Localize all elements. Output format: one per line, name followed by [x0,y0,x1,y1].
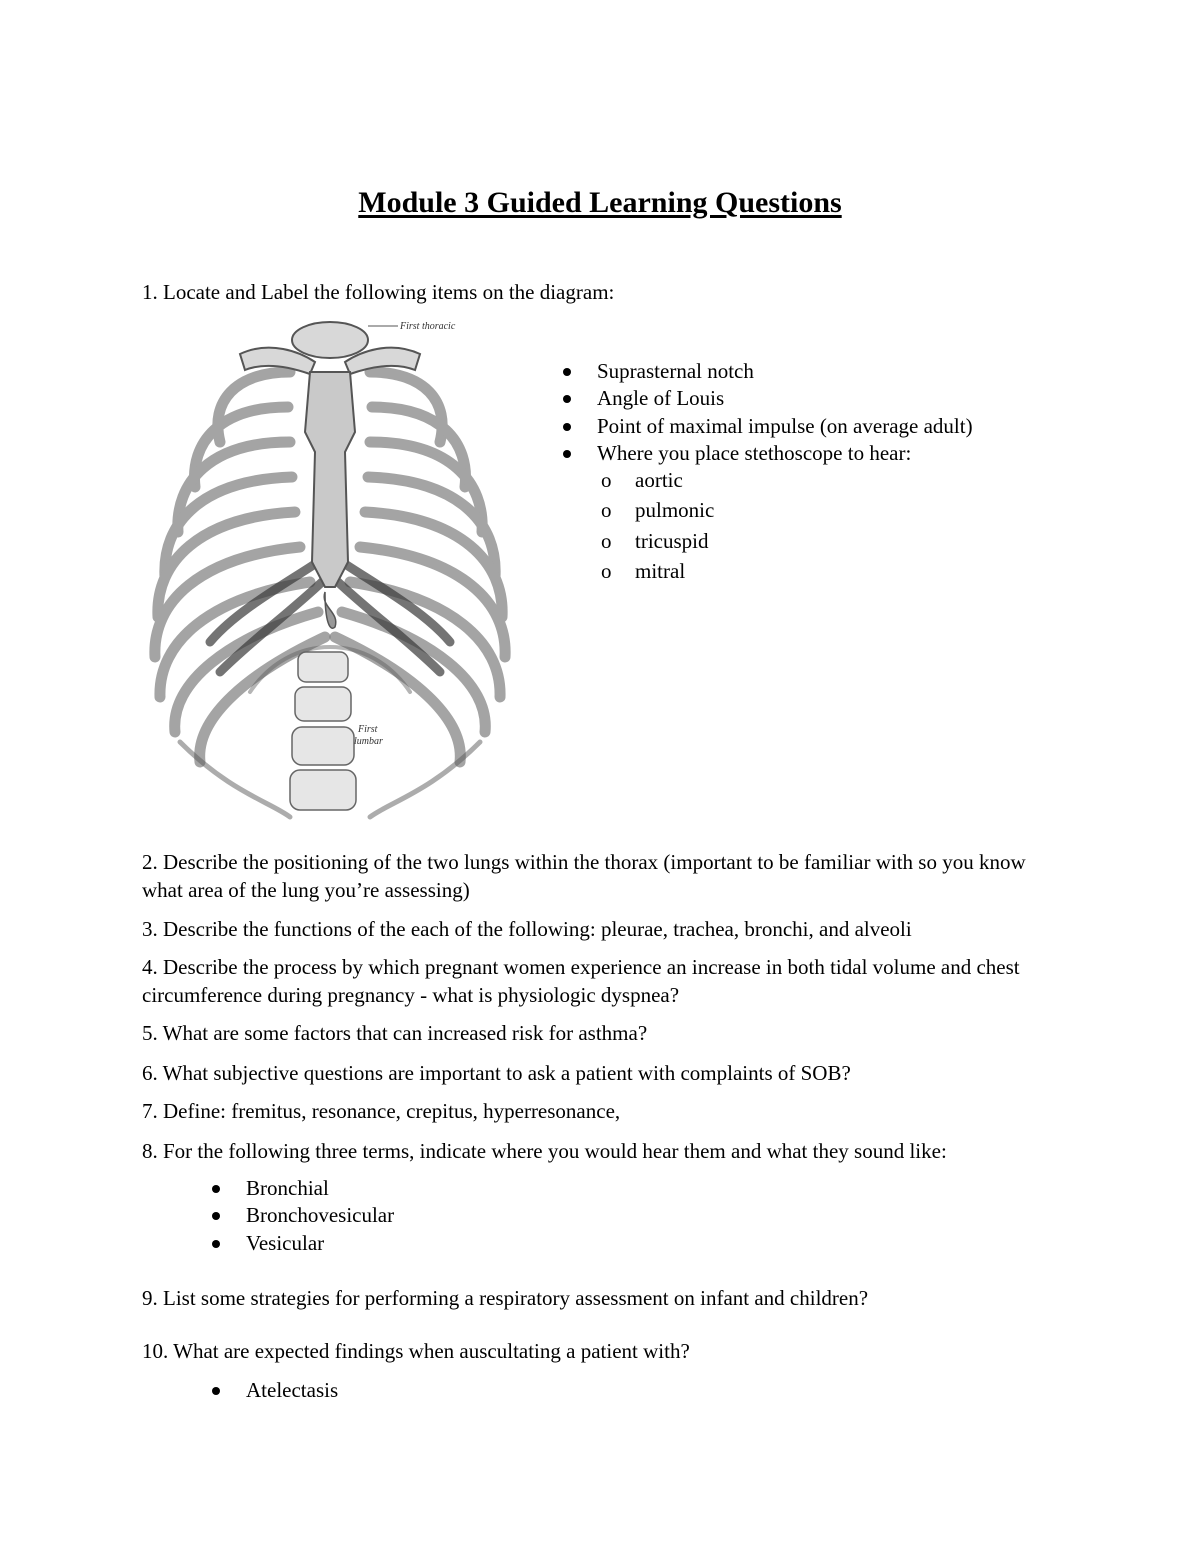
rib-cage-illustration-icon [140,312,520,822]
list-item: Angle of Louis [563,385,973,412]
list-item: Vesicular [212,1230,394,1257]
question-1: 1. Locate and Label the following items on the diagram: [142,280,615,304]
diagram-label-first-thoracic: First thoracic [400,321,456,332]
question-4: 4. Describe the process by which pregnant women experience an increase in both tidal volume and chest circumference during pregnancy - what is physiologic dyspnea? [142,955,1020,1007]
diagram-label-first: First [358,724,378,735]
question-5: 5. What are some factors that can increased risk for asthma? [142,1021,648,1045]
question-7: 7. Define: fremitus, resonance, crepitus, hyperresonance, [142,1099,621,1123]
q1-list [563,358,973,585]
list-item: Bronchovesicular [212,1202,394,1229]
rib-cage-diagram [140,312,520,822]
q8-list [212,1175,394,1257]
list-item: Point of maximal impulse (on average adult) [563,413,973,440]
diagram-label-lumbar: lumbar [354,736,383,747]
list-item: Bronchial [212,1175,394,1202]
question-8: 8. For the following three terms, indicate where you would hear them and what they sound like: [142,1139,947,1163]
sub-list-item: o mitral [601,559,686,584]
question-6: 6. What subjective questions are important to ask a patient with complaints of SOB? [142,1061,851,1085]
sub-list-item: o pulmonic [601,498,715,523]
question-2: 2. Describe the positioning of the two lungs within the thorax (important to be familiar with so you know what area of the lung you’re assessing) [142,850,1026,902]
list-item: Where you place stethoscope to hear: [563,440,973,467]
list-item: Atelectasis [212,1377,338,1404]
q10-list [212,1377,338,1404]
question-9: 9. List some strategies for performing a respiratory assessment on infant and children? [142,1286,869,1310]
question-3: 3. Describe the functions of the each of the following: pleurae, trachea, bronchi, and alveoli [142,917,912,941]
page-title: Module 3 Guided Learning Questions [358,186,842,219]
sub-list-item: o tricuspid [601,528,709,553]
list-item: Suprasternal notch [563,358,973,385]
sub-list-item: o aortic [601,468,683,493]
question-10: 10. What are expected findings when auscultating a patient with? [142,1339,690,1363]
